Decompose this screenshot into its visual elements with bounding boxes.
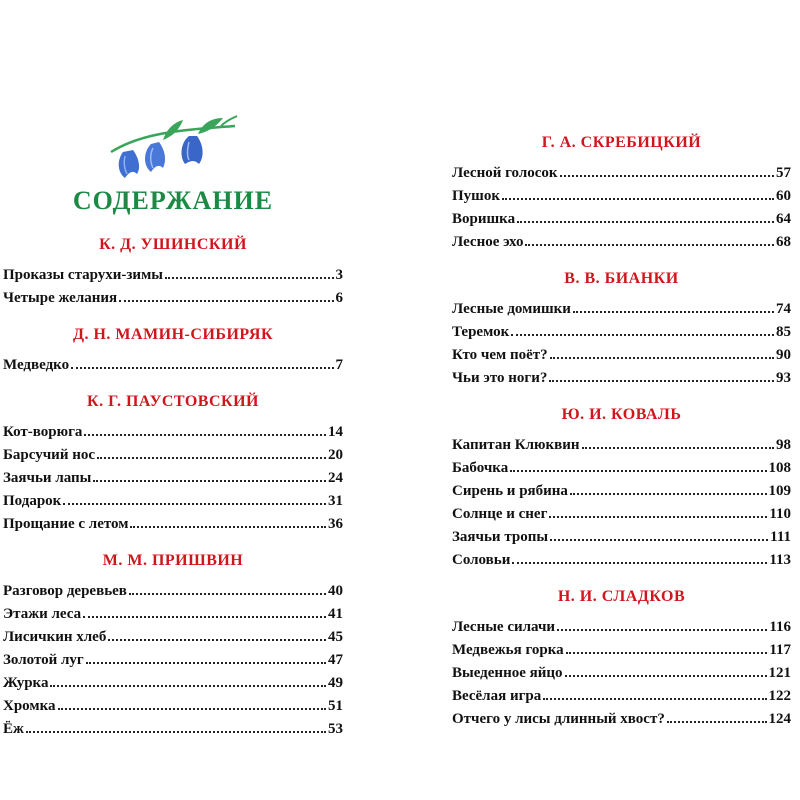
dot-leader — [93, 480, 326, 482]
entry-title: Выеденное яйцо — [452, 665, 563, 681]
dot-leader — [26, 731, 326, 733]
author-section — [452, 588, 791, 731]
author-section — [452, 134, 791, 254]
entry-page-number: 7 — [335, 357, 343, 373]
dot-leader — [511, 334, 774, 336]
toc-entry[interactable] — [452, 321, 791, 344]
entry-title: Весёлая игра — [452, 688, 542, 704]
author-heading: К. Д. УШИНСКИЙ — [99, 236, 247, 253]
dot-leader — [108, 639, 326, 641]
toc-entry[interactable] — [3, 444, 343, 467]
entry-title: Лесные силачи — [452, 619, 556, 635]
toc-entry[interactable] — [452, 367, 791, 390]
entry-title: Пушок — [452, 188, 500, 204]
dot-leader — [50, 685, 326, 687]
toc-entry[interactable] — [452, 639, 791, 662]
toc-entry[interactable] — [452, 662, 791, 685]
toc-entry[interactable] — [452, 231, 791, 254]
entry-page-number: 93 — [776, 370, 791, 386]
toc-entry[interactable] — [3, 672, 343, 695]
toc-entry[interactable] — [3, 287, 343, 310]
dot-leader — [560, 175, 774, 177]
toc-entry[interactable] — [452, 616, 791, 639]
toc-entry[interactable] — [3, 580, 343, 603]
entry-title: Отчего у лисы длинный хвост? — [452, 711, 665, 727]
right-column — [452, 134, 791, 747]
toc-entry[interactable] — [452, 208, 791, 231]
entry-page-number: 68 — [776, 234, 791, 250]
dot-leader — [549, 380, 774, 382]
toc-entry[interactable] — [452, 685, 791, 708]
dot-leader — [83, 616, 326, 618]
entry-title: Солнце и снег — [452, 506, 548, 522]
toc-entry[interactable] — [452, 480, 791, 503]
author-section — [3, 326, 343, 377]
left-column — [3, 112, 343, 757]
dot-leader — [58, 708, 326, 710]
toc-entry[interactable] — [452, 162, 791, 185]
entry-page-number: 109 — [768, 483, 791, 499]
entry-page-number: 20 — [328, 447, 343, 463]
dot-leader — [550, 357, 774, 359]
dot-leader — [63, 503, 326, 505]
entry-page-number: 98 — [776, 437, 791, 453]
toc-entry[interactable] — [3, 626, 343, 649]
entry-page-number: 108 — [768, 460, 791, 476]
entry-page-number: 85 — [776, 324, 791, 340]
dot-leader — [667, 721, 767, 723]
toc-entry[interactable] — [3, 513, 343, 536]
entry-title: Сирень и рябина — [452, 483, 568, 499]
entry-title: Золотой луг — [3, 652, 84, 668]
author-heading: В. В. БИАНКИ — [564, 270, 679, 287]
toc-entry[interactable] — [452, 503, 791, 526]
dot-leader — [573, 311, 774, 313]
entry-page-number: 111 — [770, 529, 791, 545]
toc-entry[interactable] — [3, 264, 343, 287]
dot-leader — [582, 447, 775, 449]
entry-page-number: 45 — [328, 629, 343, 645]
author-heading: М. М. ПРИШВИН — [102, 552, 244, 569]
dot-leader — [84, 434, 326, 436]
entry-title: Кот-ворюга — [3, 424, 83, 440]
toc-entry[interactable] — [3, 421, 343, 444]
author-heading: К. Г. ПАУСТОВСКИЙ — [87, 393, 259, 410]
dot-leader — [512, 562, 767, 564]
author-section — [3, 236, 343, 310]
page-title: СОДЕРЖАНИЕ — [72, 186, 274, 215]
dot-leader — [565, 675, 767, 677]
entry-page-number: 31 — [328, 493, 343, 509]
dot-leader — [543, 698, 766, 700]
author-section — [3, 393, 343, 536]
entry-page-number: 122 — [768, 688, 791, 704]
toc-entry[interactable] — [3, 354, 343, 377]
dot-leader — [570, 493, 767, 495]
entry-title: Заячьи тропы — [452, 529, 549, 545]
dot-leader — [502, 198, 774, 200]
entry-page-number: 6 — [335, 290, 343, 306]
entry-title: Лесное эхо — [452, 234, 524, 250]
author-section — [3, 552, 343, 741]
author-heading: Н. И. СЛАДКОВ — [557, 588, 686, 605]
dot-leader — [510, 470, 766, 472]
dot-leader — [165, 277, 333, 279]
dot-leader — [517, 221, 774, 223]
entry-page-number: 53 — [328, 721, 343, 737]
entry-title: Соловьи — [452, 552, 511, 568]
dot-leader — [119, 300, 333, 302]
entry-page-number: 64 — [776, 211, 791, 227]
toc-entry[interactable] — [452, 298, 791, 321]
entry-page-number: 113 — [769, 552, 791, 568]
entry-page-number: 117 — [769, 642, 791, 658]
toc-entry[interactable] — [3, 718, 343, 741]
toc-entry[interactable] — [3, 490, 343, 513]
entry-title: Кто чем поёт? — [452, 347, 548, 363]
entry-title: Проказы старухи-зимы — [3, 267, 164, 283]
author-heading: Д. Н. МАМИН-СИБИРЯК — [72, 326, 274, 343]
entry-title: Этажи леса — [3, 606, 82, 622]
entry-title: Лесные домишки — [452, 301, 571, 317]
dot-leader — [86, 662, 326, 664]
bellflower-icon — [103, 112, 243, 182]
toc-entry[interactable] — [452, 549, 791, 572]
entry-title: Барсучий нос — [3, 447, 96, 463]
entry-page-number: 41 — [328, 606, 343, 622]
toc-entry[interactable] — [3, 649, 343, 672]
entry-page-number: 124 — [768, 711, 791, 727]
entry-title: Бабочка — [452, 460, 509, 476]
entry-page-number: 40 — [328, 583, 343, 599]
dot-leader — [525, 244, 774, 246]
author-heading: Г. А. СКРЕБИЦКИЙ — [541, 134, 702, 151]
entry-page-number: 116 — [769, 619, 791, 635]
toc-entry[interactable] — [452, 457, 791, 480]
toc-entry[interactable] — [452, 344, 791, 367]
dot-leader — [549, 516, 767, 518]
entry-page-number: 14 — [328, 424, 343, 440]
dot-leader — [129, 593, 326, 595]
entry-page-number: 90 — [776, 347, 791, 363]
entry-title: Чьи это ноги? — [452, 370, 548, 386]
entry-title: Прощание с летом — [3, 516, 129, 532]
entry-page-number: 24 — [328, 470, 343, 486]
entry-page-number: 74 — [776, 301, 791, 317]
entry-title: Капитан Клюквин — [452, 437, 580, 453]
title-block — [3, 112, 343, 216]
toc-entry[interactable] — [3, 695, 343, 718]
entry-title: Ёж — [3, 721, 24, 737]
entry-page-number: 47 — [328, 652, 343, 668]
author-heading: Ю. И. КОВАЛЬ — [561, 406, 682, 423]
entry-title: Воришка — [452, 211, 516, 227]
entry-title: Лесной голосок — [452, 165, 558, 181]
entry-page-number: 49 — [328, 675, 343, 691]
toc-entry[interactable] — [452, 526, 791, 549]
entry-title: Теремок — [452, 324, 510, 340]
entry-page-number: 51 — [328, 698, 343, 714]
entry-page-number: 110 — [769, 506, 791, 522]
toc-entry[interactable] — [452, 708, 791, 731]
entry-title: Разговор деревьев — [3, 583, 127, 599]
entry-title: Журка — [3, 675, 49, 691]
entry-title: Лисичкин хлеб — [3, 629, 107, 645]
entry-page-number: 121 — [768, 665, 791, 681]
dot-leader — [550, 539, 768, 541]
toc-entry[interactable] — [3, 603, 343, 626]
dot-leader — [130, 526, 326, 528]
toc-entry[interactable] — [3, 467, 343, 490]
dot-leader — [97, 457, 326, 459]
dot-leader — [557, 629, 767, 631]
entry-title: Медведко — [3, 357, 70, 373]
entry-title: Заячьи лапы — [3, 470, 92, 486]
entry-page-number: 60 — [776, 188, 791, 204]
entry-title: Хромка — [3, 698, 56, 714]
entry-page-number: 36 — [328, 516, 343, 532]
toc-entry[interactable] — [452, 434, 791, 457]
entry-title: Подарок — [3, 493, 62, 509]
entry-page-number: 57 — [776, 165, 791, 181]
dot-leader — [566, 652, 768, 654]
entry-page-number: 3 — [335, 267, 343, 283]
entry-title: Четыре желания — [3, 290, 118, 306]
author-section — [452, 406, 791, 572]
author-section — [452, 270, 791, 390]
dot-leader — [71, 367, 333, 369]
toc-entry[interactable] — [452, 185, 791, 208]
entry-title: Медвежья горка — [452, 642, 564, 658]
